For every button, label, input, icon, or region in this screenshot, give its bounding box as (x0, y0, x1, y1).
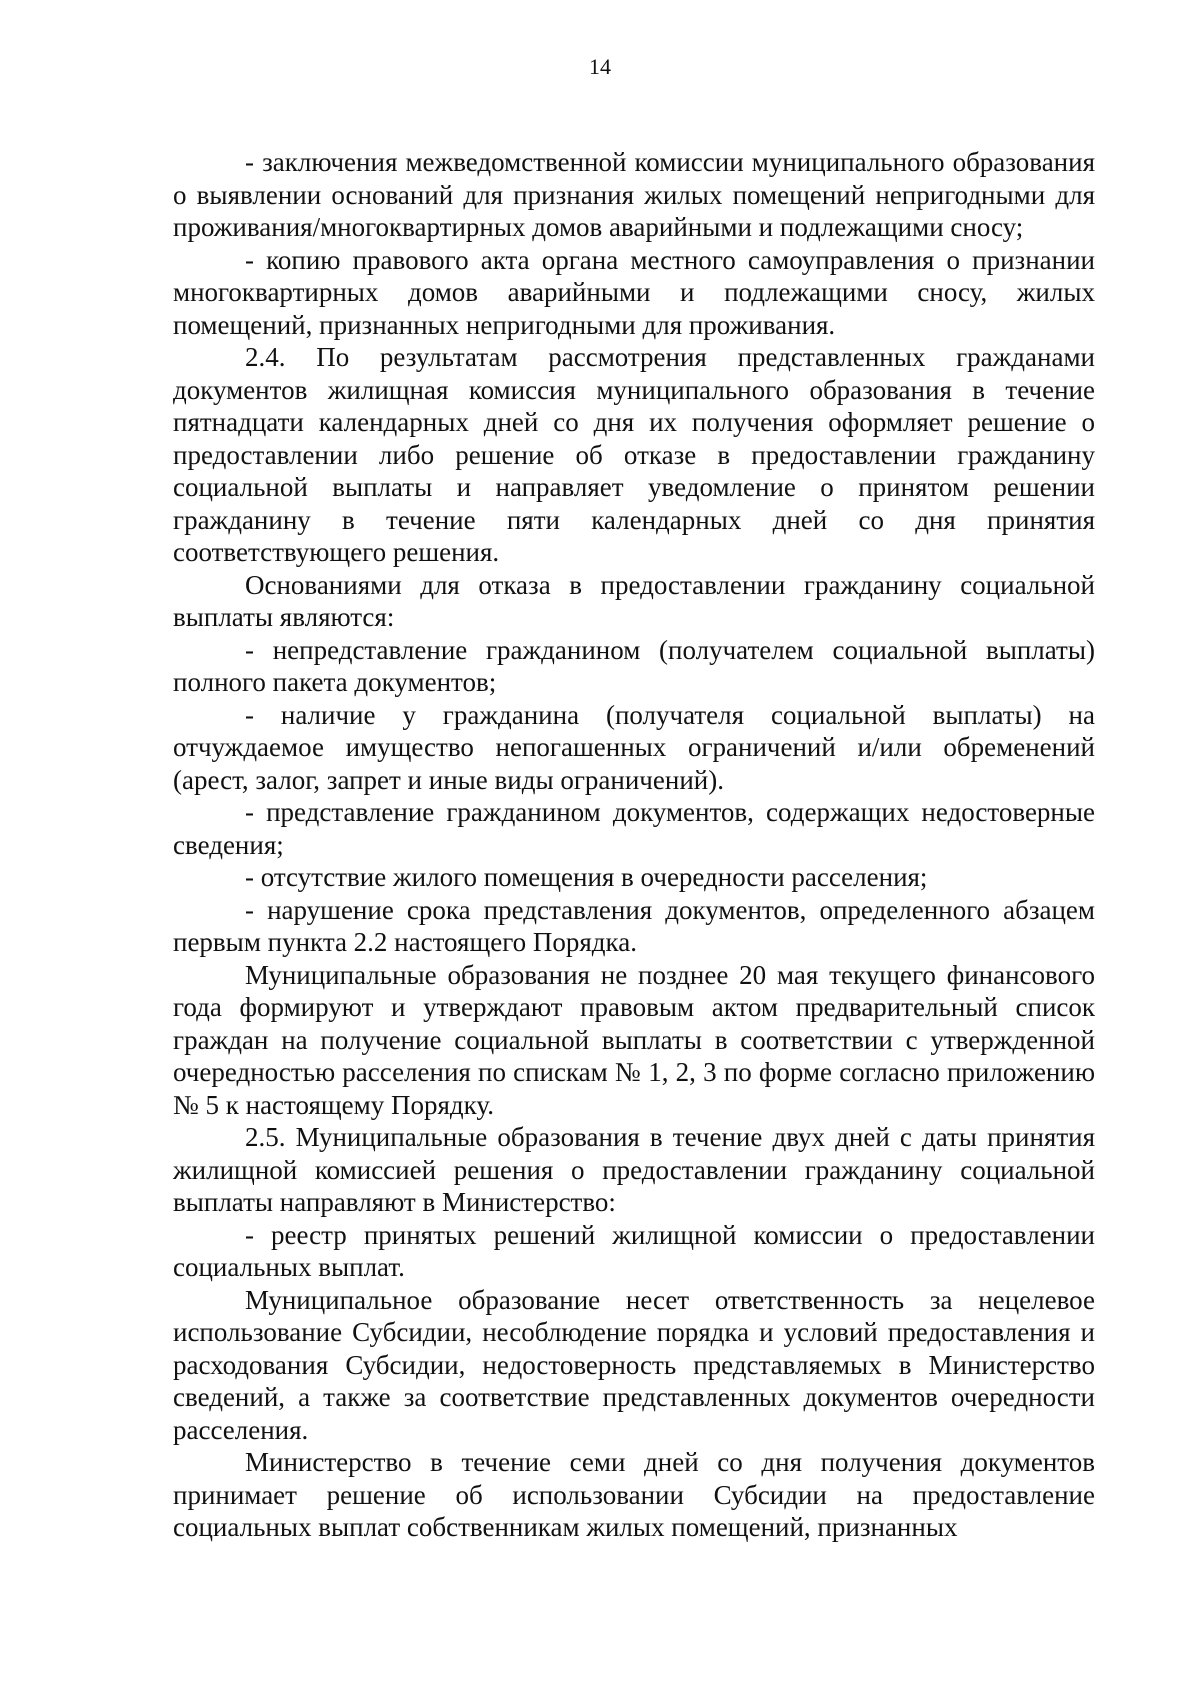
paragraph-section-2-5: 2.5. Муниципальные образования в течение двух дней с даты принятия жилищной комиссией решения о предоставлении гражданину социальной выплаты направляют в Министерство: (173, 1122, 1095, 1217)
paragraph-decisions-registry: - реестр принятых решений жилищной комиссии о предоставлении социальных выплат. (173, 1219, 1095, 1282)
paragraph-no-housing-in-queue: - отсутствие жилого помещения в очередности расселения; (245, 862, 928, 892)
paragraph-ministry-decision: Министерство в течение семи дней со дня получения документов принимает решение об использовании Субсидии на предоставление социальных выплат собственникам жилых помещений, признанных (173, 1447, 1095, 1542)
paragraph-conclusion-commission: - заключения межведомственной комиссии муниципального образования о выявлении оснований для признания жилых помещений непригодными для проживания/многоквартирных домов аварийными и подлежащими сносу; (173, 147, 1095, 242)
document-body (173, 146, 1095, 1544)
paragraph-encumbrances: - наличие у гражданина (получателя социальной выплаты) на отчуждаемое имущество непогашенных ограничений и/или обременений (арест, залог, запрет и иные виды ограничений). (173, 699, 1095, 795)
paragraph-legal-act-copy: - копию правового акта органа местного самоуправления о признании многоквартирных домов аварийными и подлежащими сносу, жилых помещений, признанных непригодными для проживания. (173, 244, 1095, 340)
paragraph-deadline-violation: - нарушение срока представления документов, определенного абзацем первым пункта 2.2 настоящего Порядка. (173, 894, 1095, 957)
paragraph-responsibility: Муниципальное образование несет ответственность за нецелевое использование Субсидии, несоблюдение порядка и условий предоставления и расходования Субсидии, недостоверность представляемых в Министерство сведений, а также за соответствие представленных документов очередности расселения. (173, 1284, 1095, 1445)
paragraph-preliminary-list: Муниципальные образования не позднее 20 мая текущего финансового года формируют и утверждают правовым актом предварительный список граждан на получение социальной выплаты в соответствии с утвержденной очередностью расселения по спискам № 1, 2, 3 по форме согласно приложению № 5 к настоящему Порядку. (173, 959, 1095, 1120)
paragraph-refusal-grounds: Основаниями для отказа в предоставлении гражданину социальной выплаты являются: (173, 569, 1095, 632)
paragraph-section-2-4: 2.4. По результатам рассмотрения представленных гражданами документов жилищная комиссия муниципального образования в течение пятнадцати календарных дней со дня их получения оформляет решение о предоставлении либо решение об отказе в предоставлении гражданину социальной выплаты и направляет уведомление о принятом решении гражданину в течение пяти календарных дней со дня принятия соответствующего решения. (173, 342, 1095, 567)
paragraph-incomplete-documents: - непредставление гражданином (получателем социальной выплаты) полного пакета документов; (173, 634, 1095, 697)
paragraph-false-information: - представление гражданином документов, содержащих недостоверные сведения; (173, 797, 1095, 860)
page-number: 14 (589, 54, 611, 79)
